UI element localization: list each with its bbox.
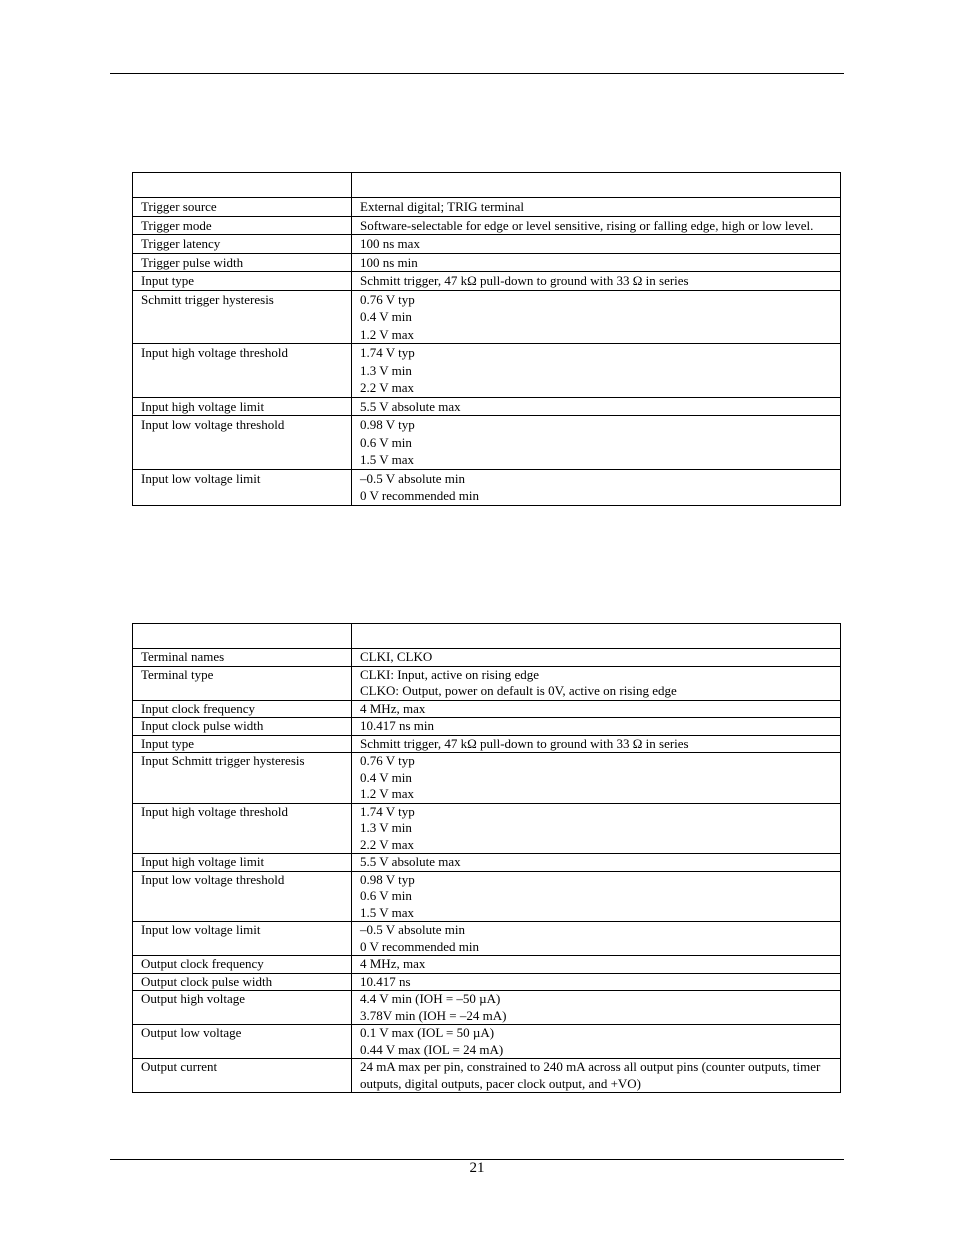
value-line: 1.74 V typ [360, 345, 415, 360]
value-line: Software-selectable for edge or level sensitive, rising or falling edge, high or low level. [360, 217, 814, 233]
parameter-cell: Terminal names [133, 649, 352, 667]
table-row [133, 854, 841, 872]
table-row [133, 666, 841, 700]
value-line: 0.6 V min [360, 434, 412, 450]
value-line: 1.3 V min [360, 820, 412, 835]
value-cell [352, 397, 841, 416]
value-line: 0.98 V typ [360, 417, 415, 432]
value-cell [352, 956, 841, 974]
value-line: 0.98 V typ [360, 871, 415, 887]
value-cell [352, 735, 841, 753]
value-line: 3.78V min (IOH = –24 mA) [360, 1007, 507, 1023]
value-line: 10.417 ns [360, 973, 411, 989]
value-line: 100 ns max [360, 236, 420, 251]
parameter-cell: Output clock pulse width [133, 973, 352, 991]
clock-spec-table-body [133, 624, 841, 1093]
table-row [133, 253, 841, 272]
parameter-cell: Trigger latency [133, 235, 352, 254]
parameter-cell: Output current [133, 1059, 352, 1093]
table-row [133, 956, 841, 974]
table-row [133, 973, 841, 991]
table-row [133, 469, 841, 505]
table-row [133, 991, 841, 1025]
table-row [133, 1025, 841, 1059]
table-row [133, 803, 841, 854]
value-line: 1.5 V max [360, 452, 415, 467]
parameter-cell: Input type [133, 272, 352, 291]
trigger-spec-table-body [133, 173, 841, 506]
value-line: 1.2 V max [360, 786, 415, 801]
value-cell [352, 1025, 841, 1059]
value-cell [352, 666, 841, 700]
value-line: 1.5 V max [360, 904, 415, 920]
value-line: 24 mA max per pin, constrained to 240 mA across all output pins (counter outputs, timer outputs, digital outputs, pacer clock output, and +VO) [360, 1059, 821, 1091]
table-row [133, 198, 841, 217]
value-line: 0.6 V min [360, 888, 412, 903]
table-row [133, 753, 841, 804]
parameter-cell: Output low voltage [133, 1025, 352, 1059]
value-cell [352, 344, 841, 398]
parameter-cell: Input low voltage threshold [133, 416, 352, 470]
value-line: 4.4 V min (IOH = –50 µA) [360, 991, 501, 1006]
value-line: 0.76 V typ [360, 291, 415, 307]
parameter-cell: Input low voltage limit [133, 469, 352, 505]
value-line: 4 MHz, max [360, 956, 426, 971]
parameter-cell: Input low voltage threshold [133, 871, 352, 922]
value-line: 100 ns min [360, 254, 418, 270]
table-row [133, 1059, 841, 1093]
value-line: CLKI: Input, active on rising edge [360, 666, 540, 682]
value-line: 1.74 V typ [360, 803, 415, 819]
value-line: 1.3 V min [360, 362, 412, 378]
parameter-cell: Input type [133, 735, 352, 753]
parameter-cell: Input high voltage limit [133, 397, 352, 416]
table-row [133, 718, 841, 736]
table-header-row [133, 173, 841, 198]
value-cell [352, 973, 841, 991]
table-row [133, 344, 841, 398]
parameter-cell: Input low voltage limit [133, 922, 352, 956]
value-cell [352, 922, 841, 956]
value-cell [352, 290, 841, 344]
value-line: 2.2 V max [360, 380, 415, 395]
value-cell [352, 854, 841, 872]
parameter-cell: Schmitt trigger hysteresis [133, 290, 352, 344]
clock-spec-table [132, 623, 841, 1093]
value-cell [352, 649, 841, 667]
parameter-cell: Input high voltage threshold [133, 344, 352, 398]
table-header-row [133, 624, 841, 649]
value-cell [352, 871, 841, 922]
value-line: Schmitt trigger, 47 kΩ pull-down to ground with 33 Ω in series [360, 735, 689, 751]
header-cell-specification [352, 624, 841, 649]
parameter-cell: Output clock frequency [133, 956, 352, 974]
parameter-cell: Trigger source [133, 198, 352, 217]
parameter-cell: Input Schmitt trigger hysteresis [133, 753, 352, 804]
value-line: CLKO: Output, power on default is 0V, active on rising edge [360, 683, 677, 698]
value-line: 10.417 ns min [360, 718, 435, 733]
header-cell-parameter [133, 624, 352, 649]
value-line: 5.5 V absolute max [360, 398, 461, 414]
value-cell [352, 253, 841, 272]
table-row [133, 416, 841, 470]
value-line: CLKI, CLKO [360, 649, 433, 664]
value-cell [352, 198, 841, 217]
table-row [133, 216, 841, 235]
value-cell [352, 216, 841, 235]
table-row [133, 397, 841, 416]
value-line: Schmitt trigger, 47 kΩ pull-down to ground with 33 Ω in series [360, 273, 689, 288]
parameter-cell: Input clock pulse width [133, 718, 352, 736]
parameter-cell: Trigger mode [133, 216, 352, 235]
value-line: –0.5 V absolute min [360, 470, 465, 486]
table-row [133, 649, 841, 667]
table-row [133, 700, 841, 718]
value-cell [352, 235, 841, 254]
value-cell [352, 469, 841, 505]
value-cell [352, 991, 841, 1025]
table-row [133, 735, 841, 753]
parameter-cell: Trigger pulse width [133, 253, 352, 272]
trigger-spec-table [132, 172, 841, 506]
value-line: 0 V recommended min [360, 488, 480, 503]
table-row [133, 272, 841, 291]
value-line: External digital; TRIG terminal [360, 199, 525, 214]
table-row [133, 235, 841, 254]
value-line: 0 V recommended min [360, 938, 480, 954]
value-cell [352, 1059, 841, 1093]
parameter-cell: Input high voltage threshold [133, 803, 352, 854]
value-line: 0.1 V max (IOL = 50 µA) [360, 1025, 495, 1040]
page-number: 21 [469, 1160, 485, 1176]
value-line: 2.2 V max [360, 836, 415, 852]
value-line: –0.5 V absolute min [360, 922, 465, 937]
parameter-cell: Input clock frequency [133, 700, 352, 718]
value-cell [352, 753, 841, 804]
value-cell [352, 803, 841, 854]
header-rule [110, 73, 844, 74]
value-line: 0.44 V max (IOL = 24 mA) [360, 1041, 504, 1057]
table-row [133, 290, 841, 344]
value-cell [352, 272, 841, 291]
parameter-cell: Terminal type [133, 666, 352, 700]
header-cell-specification [352, 173, 841, 198]
table-row [133, 871, 841, 922]
value-cell [352, 416, 841, 470]
value-cell [352, 700, 841, 718]
value-line: 5.5 V absolute max [360, 854, 461, 869]
value-line: 0.4 V min [360, 769, 412, 785]
value-line: 1.2 V max [360, 326, 415, 342]
parameter-cell: Input high voltage limit [133, 854, 352, 872]
parameter-cell: Output high voltage [133, 991, 352, 1025]
table-row [133, 922, 841, 956]
value-cell [352, 718, 841, 736]
value-line: 0.4 V min [360, 309, 412, 324]
header-cell-parameter [133, 173, 352, 198]
value-line: 4 MHz, max [360, 700, 426, 716]
value-line: 0.76 V typ [360, 753, 415, 768]
